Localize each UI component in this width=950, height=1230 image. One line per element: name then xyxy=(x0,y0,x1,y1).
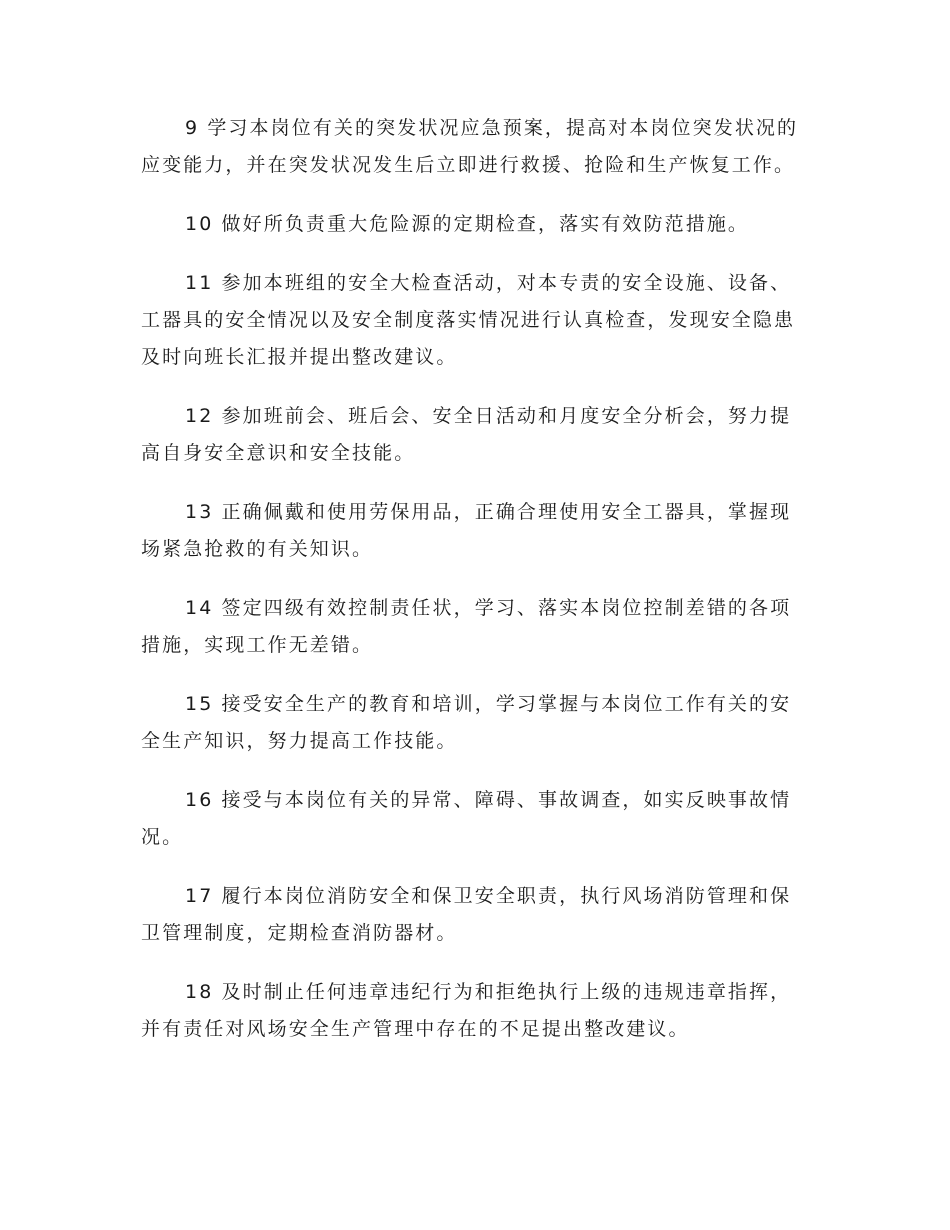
paragraph-item-15: 15 接受安全生产的教育和培训，学习掌握与本岗位工作有关的安全生产知识，努力提高工作技能。 xyxy=(141,693,792,752)
paragraph-item-14: 14 签定四级有效控制责任状，学习、落实本岗位控制差错的各项措施，实现工作无差错。 xyxy=(141,597,792,656)
paragraph-item-18: 18 及时制止任何违章违纪行为和拒绝执行上级的违规违章指挥，并有责任对风场安全生产管理中存在的不足提出整改建议。 xyxy=(141,981,792,1040)
paragraph-item-12: 12 参加班前会、班后会、安全日活动和月度安全分析会，努力提高自身安全意识和安全技能。 xyxy=(141,405,792,464)
paragraph-item-17: 17 履行本岗位消防安全和保卫安全职责，执行风场消防管理和保卫管理制度，定期检查消防器材。 xyxy=(141,885,792,944)
paragraph-item-10: 10 做好所负责重大危险源的定期检查，落实有效防范措施。 xyxy=(185,213,750,235)
paragraph-item-16: 16 接受与本岗位有关的异常、障碍、事故调查，如实反映事故情况。 xyxy=(141,789,792,848)
paragraph-item-9: 9 学习本岗位有关的突发状况应急预案，提高对本岗位突发状况的应变能力，并在突发状况发生后立即进行救援、抢险和生产恢复工作。 xyxy=(141,117,799,176)
paragraph-item-13: 13 正确佩戴和使用劳保用品，正确合理使用安全工器具，掌握现场紧急抢救的有关知识。 xyxy=(141,501,792,560)
paragraph-item-11: 11 参加本班组的安全大检查活动，对本专责的安全设施、设备、工器具的安全情况以及安全制度落实情况进行认真检查，发现安全隐患及时向班长汇报并提出整改建议。 xyxy=(141,272,796,368)
document-body xyxy=(141,110,809,1070)
